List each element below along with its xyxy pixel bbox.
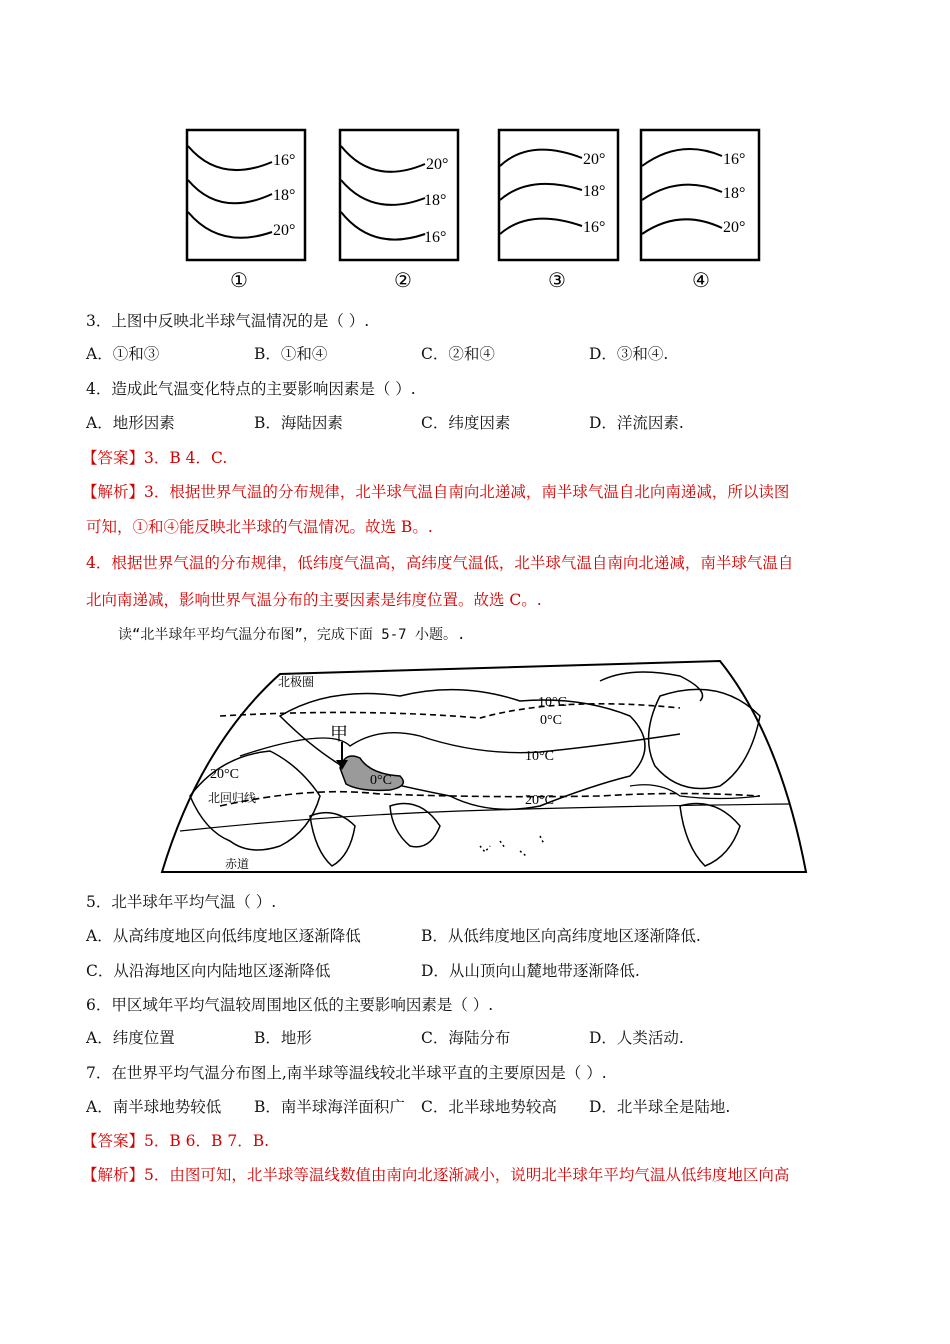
map-iso-label-0-plateau: 0°C (370, 773, 392, 788)
panel-2-label-3: 16° (424, 229, 447, 246)
q3-option-a: A．①和③ (86, 345, 160, 363)
q6-option-c: C．海陆分布 (421, 1029, 511, 1047)
q3-option-d: D．③和④. (589, 345, 669, 363)
panel-3 (499, 130, 618, 292)
isotherm-panels-figure (180, 122, 780, 297)
q7-option-c: C．北半球地势较高 (421, 1098, 557, 1116)
q6-stem: 6．甲区域年平均气温较周围地区低的主要影响因素是（ ）. (86, 996, 494, 1014)
panel-4-label-3: 20° (723, 219, 746, 236)
answer-2: 【答案】5．B 6．B 7．B. (82, 1132, 270, 1150)
temperature-map (160, 656, 810, 878)
q7-option-b: B．南半球海洋面积广 (254, 1098, 405, 1116)
panel-2-label-1: 20° (426, 156, 449, 173)
panel-4-label-1: 16° (723, 151, 746, 168)
panel-4-caption: ④ (692, 270, 710, 292)
map-tropic-label: 北回归线 (208, 791, 257, 805)
q6-option-d: D．人类活动. (589, 1029, 684, 1047)
q4-option-c: C．纬度因素 (421, 414, 511, 432)
panel-4 (641, 130, 759, 292)
q6-option-b: B．地形 (254, 1029, 312, 1047)
panel-1-label-1: 16° (273, 152, 296, 169)
map-jia-label: 甲 (330, 724, 348, 744)
panel-2 (340, 130, 458, 292)
panel-3-label-3: 16° (583, 219, 606, 236)
analysis-1-line-4: 北向南递减，影响世界气温分布的主要因素是纬度位置。故选 C。. (86, 591, 542, 609)
q5-option-b: B．从低纬度地区向高纬度地区逐渐降低. (421, 927, 701, 945)
q7-option-d: D．北半球全是陆地. (589, 1098, 731, 1116)
q3-option-b: B．①和④ (254, 345, 328, 363)
map-iso-label-20-mid: 20°C (525, 793, 554, 808)
map-intro: 读“北半球年平均气温分布图”，完成下面 5-7 小题。. (118, 627, 466, 643)
analysis-1-line-1: 【解析】3．根据世界气温的分布规律，北半球气温自南向北递减，南半球气温自北向南递减，所以读图 (82, 483, 790, 501)
q5-stem: 5．北半球年平均气温（ ）. (86, 893, 277, 911)
panel-3-label-2: 18° (583, 183, 606, 200)
q7-stem: 7．在世界平均气温分布图上,南半球等温线较北半球平直的主要原因是（ ）. (86, 1064, 607, 1082)
panel-2-caption: ② (394, 270, 412, 292)
panel-1-label-2: 18° (273, 187, 296, 204)
analysis-2-line-1: 【解析】5．由图可知，北半球等温线数值由南向北逐渐减小，说明北半球年平均气温从低纬度地区向高 (82, 1166, 790, 1184)
panel-4-label-2: 18° (723, 185, 746, 202)
analysis-1-line-3: 4．根据世界气温的分布规律，低纬度气温高，高纬度气温低，北半球气温自南向北递减，南半球气温自 (86, 554, 794, 572)
panel-3-caption: ③ (548, 270, 566, 292)
analysis-1-line-2: 可知，①和④能反映北半球的气温情况。故选 B。. (86, 518, 433, 536)
map-iso-label-20-west: 20°C (210, 767, 239, 782)
panel-1 (187, 130, 305, 292)
panel-1-label-3: 20° (273, 222, 296, 239)
q3-option-c: C．②和④ (421, 345, 495, 363)
q5-option-c: C．从沿海地区向内陆地区逐渐降低 (86, 962, 331, 980)
q6-option-a: A．纬度位置 (86, 1029, 175, 1047)
map-equator-label: 赤道 (225, 857, 250, 871)
q4-option-a: A．地形因素 (86, 414, 175, 432)
panel-2-label-2: 18° (424, 192, 447, 209)
map-arctic-circle-label: 北极圈 (278, 675, 315, 689)
q5-option-d: D．从山顶向山麓地带逐渐降低. (421, 962, 640, 980)
q5-option-a: A．从高纬度地区向低纬度地区逐渐降低 (86, 927, 361, 945)
panel-3-label-1: 20° (583, 151, 606, 168)
q7-option-a: A．南半球地势较低 (86, 1098, 222, 1116)
map-iso-label-10-east: 10°C (538, 695, 567, 710)
q4-option-b: B．海陆因素 (254, 414, 343, 432)
answer-1: 【答案】3．B 4．C. (82, 449, 228, 467)
map-iso-label-0-east: 0°C (540, 713, 562, 728)
q4-stem: 4．造成此气温变化特点的主要影响因素是（ ）. (86, 380, 416, 398)
map-iso-label-10-mid: 10°C (525, 749, 554, 764)
panel-1-caption: ① (230, 270, 248, 292)
q4-option-d: D．洋流因素. (589, 414, 684, 432)
q3-stem: 3．上图中反映北半球气温情况的是（ ）. (86, 312, 370, 330)
